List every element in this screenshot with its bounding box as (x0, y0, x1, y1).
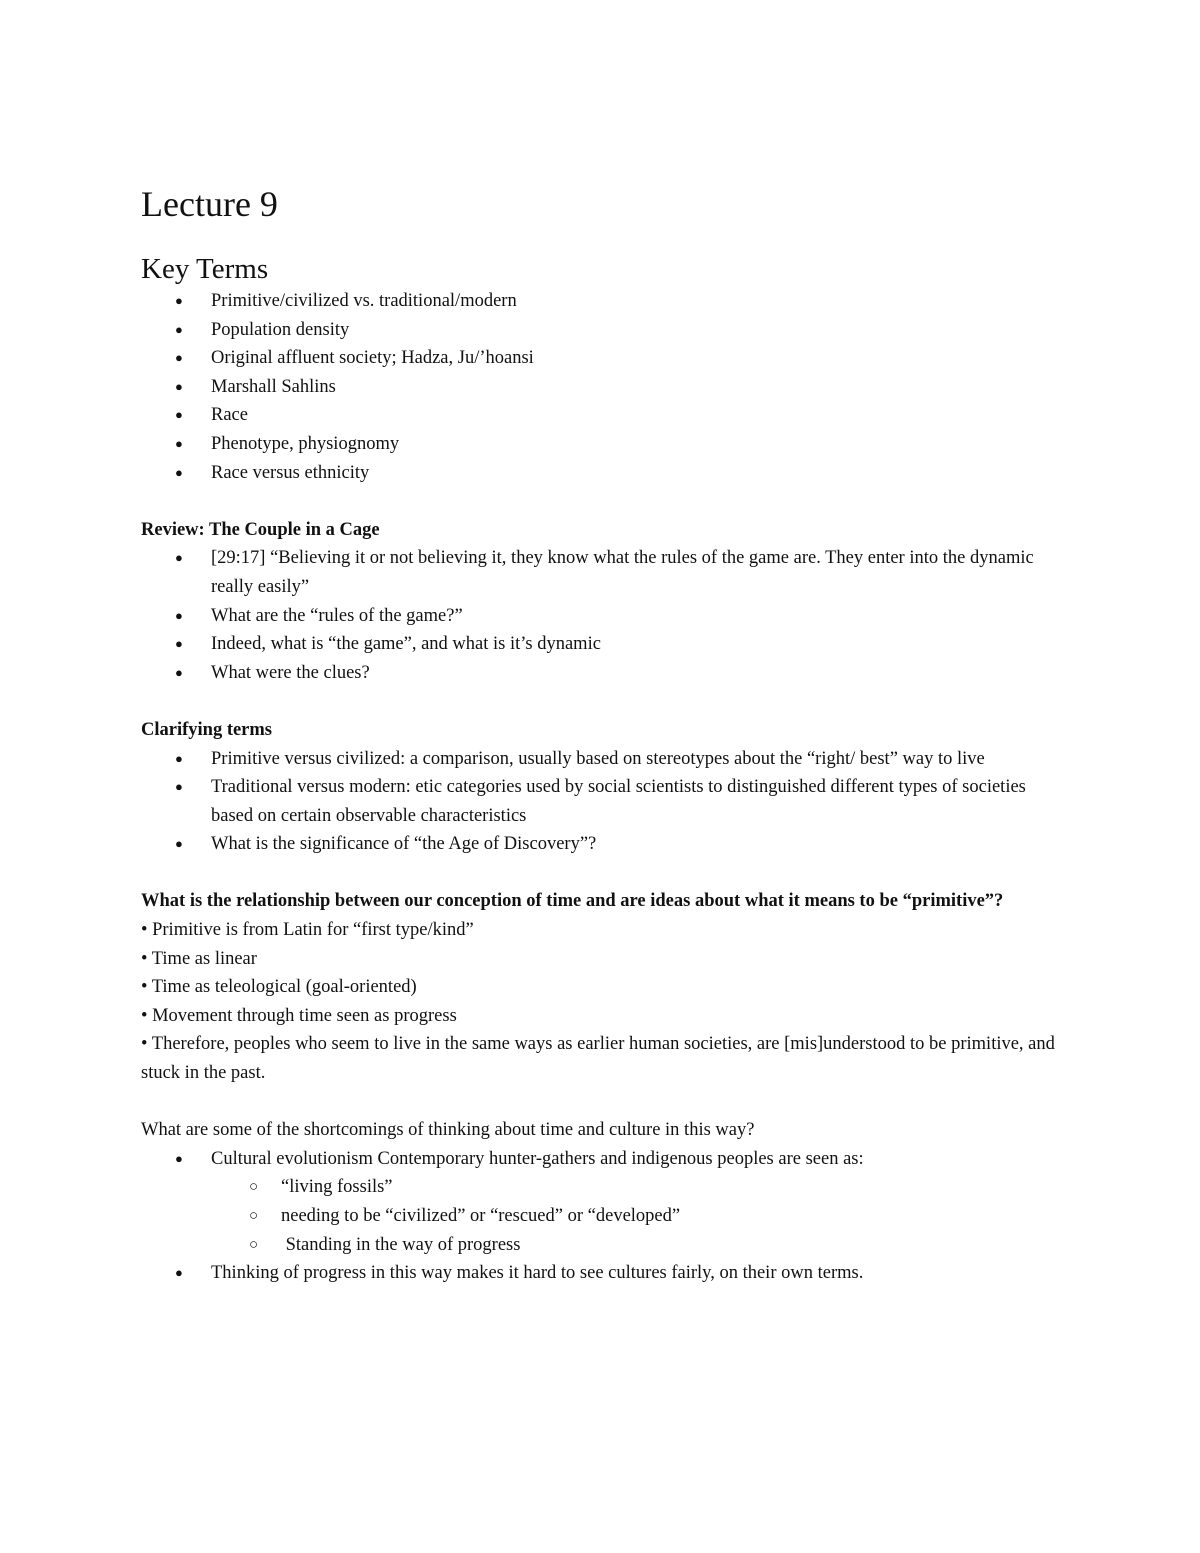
key-terms-heading: Key Terms (141, 253, 269, 285)
relationship-line: • Primitive is from Latin for “first type/kind” (141, 920, 474, 941)
shortcomings-question: What are some of the shortcomings of thinking about time and culture in this way? (141, 1120, 755, 1141)
shortcomings-list (141, 1145, 1061, 1288)
sub-list-item: ○ needing to be “civilized” or “rescued” or “developed” (281, 1202, 1061, 1231)
hollow-bullet-icon: ○ (249, 1236, 259, 1253)
bullet-icon: ● (175, 1150, 183, 1166)
hollow-bullet-icon: ○ (249, 1208, 259, 1224)
list-item: ● Original affluent society; Hadza, Ju/’hoansi (211, 344, 1061, 373)
list-item: ● What are the “rules of the game?” (211, 602, 1061, 631)
list-item: ● Traditional versus modern: etic categories used by social scientists to distinguished different types of societies based on certain observable characteristics (211, 773, 1061, 830)
bullet-icon: ● (175, 1265, 183, 1281)
list-item: ● What is the significance of “the Age of Discovery”? (211, 830, 1061, 859)
list-item: ● Primitive/civilized vs. traditional/modern (211, 287, 1061, 316)
sub-list-item: ○ Standing in the way of progress (281, 1231, 1061, 1260)
bullet-icon: ● (175, 607, 183, 623)
document-page (141, 180, 1061, 1288)
bullet-icon: ● (175, 464, 183, 480)
bullet-icon: ● (175, 550, 183, 566)
review-list (141, 544, 1061, 687)
key-terms-list (141, 287, 1061, 487)
relationship-heading: What is the relationship between our conception of time and are ideas about what it means to be “primitive”? (141, 891, 1004, 912)
review-heading: Review: The Couple in a Cage (141, 519, 380, 540)
clarifying-heading: Clarifying terms (141, 719, 273, 740)
bullet-icon: ● (175, 836, 183, 852)
list-item: ● Cultural evolutionism Contemporary hunter-gathers and indigenous peoples are seen as: ○ “living fossils” ○ needing to be “civilized” or “rescued” or “developed” ○ Standing in the way of progress (211, 1145, 1061, 1259)
bullet-icon: ● (175, 636, 183, 652)
bullet-icon: ● (175, 664, 183, 680)
bullet-icon: ● (175, 779, 183, 795)
sub-list (211, 1173, 1061, 1259)
page-title: Lecture 9 (141, 184, 278, 224)
list-item: ● Primitive versus civilized: a comparison, usually based on stereotypes about the “right/ best” way to live (211, 745, 1061, 774)
list-item: ● Population density (211, 316, 1061, 345)
list-item: ● Thinking of progress in this way makes it hard to see cultures fairly, on their own terms. (211, 1259, 1061, 1288)
list-item: ● [29:17] “Believing it or not believing it, they know what the rules of the game are. They enter into the dynamic really easily” (211, 544, 1061, 601)
sub-list-item: ○ “living fossils” (281, 1173, 1061, 1202)
list-item: ● Race (211, 401, 1061, 430)
bullet-icon: ● (175, 350, 183, 366)
relationship-line: • Movement through time seen as progress (141, 1005, 457, 1026)
list-item: ● Indeed, what is “the game”, and what is it’s dynamic (211, 630, 1061, 659)
list-item: ● What were the clues? (211, 659, 1061, 688)
bullet-icon: ● (175, 293, 183, 308)
bullet-icon: ● (175, 407, 183, 423)
hollow-bullet-icon: ○ (249, 1179, 259, 1196)
clarifying-list (141, 745, 1061, 859)
bullet-icon: ● (175, 435, 183, 451)
bullet-icon: ● (175, 321, 183, 337)
list-item: ● Phenotype, physiognomy (211, 430, 1061, 459)
relationship-line: • Time as linear (141, 948, 257, 969)
bullet-icon: ● (175, 750, 183, 766)
relationship-line: • Therefore, peoples who seem to live in the same ways as earlier human societies, are [mis]understood to be primitive, and stuck in the past. (141, 1034, 1055, 1084)
list-item: ● Race versus ethnicity (211, 459, 1061, 488)
list-item: ● Marshall Sahlins (211, 373, 1061, 402)
relationship-line: • Time as teleological (goal-oriented) (141, 977, 417, 998)
bullet-icon: ● (175, 378, 183, 394)
